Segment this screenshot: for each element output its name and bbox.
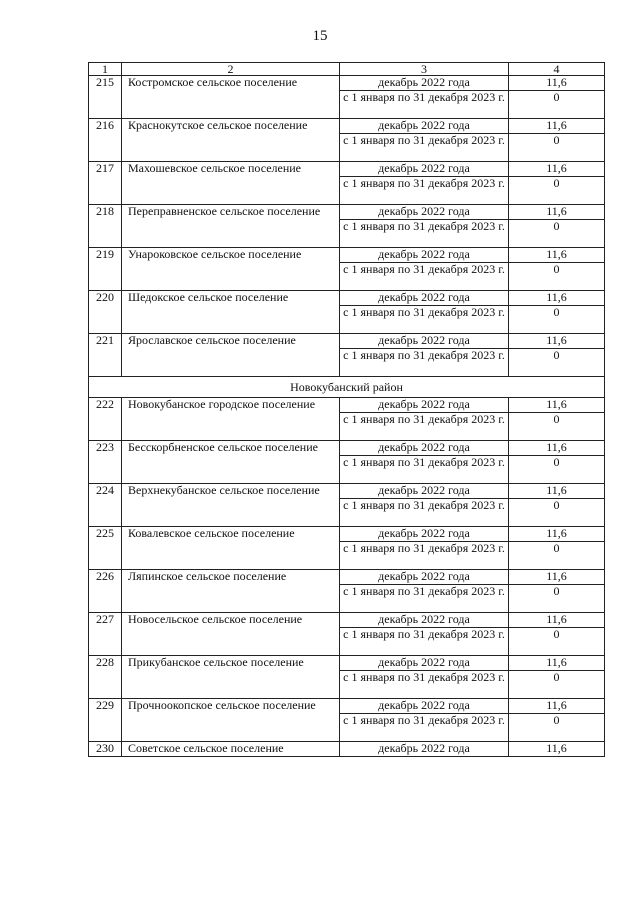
table-row bbox=[89, 527, 605, 542]
table-row bbox=[89, 441, 605, 456]
value-cell: 0 bbox=[509, 134, 605, 162]
period-cell: с 1 января по 31 декабря 2023 г. bbox=[340, 263, 509, 291]
row-number: 227 bbox=[89, 613, 122, 656]
period-cell: с 1 января по 31 декабря 2023 г. bbox=[340, 220, 509, 248]
table-row bbox=[89, 119, 605, 134]
row-number: 230 bbox=[89, 742, 122, 757]
table-row bbox=[89, 742, 605, 757]
period-cell: с 1 января по 31 декабря 2023 г. bbox=[340, 671, 509, 699]
value-cell: 0 bbox=[509, 671, 605, 699]
value-cell: 11,6 bbox=[509, 119, 605, 134]
settlement-name: Прочноокопское сельское поселение bbox=[122, 699, 340, 742]
row-number: 221 bbox=[89, 334, 122, 377]
settlement-name: Новокубанское городское поселение bbox=[122, 398, 340, 441]
settlement-name: Советское сельское поселение bbox=[122, 742, 340, 757]
settlement-name: Ковалевское сельское поселение bbox=[122, 527, 340, 570]
period-cell: с 1 января по 31 декабря 2023 г. bbox=[340, 499, 509, 527]
value-cell: 0 bbox=[509, 306, 605, 334]
period-cell: с 1 января по 31 декабря 2023 г. bbox=[340, 349, 509, 377]
table-row bbox=[89, 76, 605, 91]
period-cell: декабрь 2022 года bbox=[340, 527, 509, 542]
table-row bbox=[89, 205, 605, 220]
value-cell: 11,6 bbox=[509, 742, 605, 757]
row-number: 226 bbox=[89, 570, 122, 613]
value-cell: 11,6 bbox=[509, 334, 605, 349]
row-number: 216 bbox=[89, 119, 122, 162]
row-number: 219 bbox=[89, 248, 122, 291]
value-cell: 11,6 bbox=[509, 398, 605, 413]
settlement-name: Ляпинское сельское поселение bbox=[122, 570, 340, 613]
settlement-name: Бесскорбненское сельское поселение bbox=[122, 441, 340, 484]
row-number: 218 bbox=[89, 205, 122, 248]
period-cell: с 1 января по 31 декабря 2023 г. bbox=[340, 714, 509, 742]
value-cell: 0 bbox=[509, 714, 605, 742]
period-cell: декабрь 2022 года bbox=[340, 76, 509, 91]
period-cell: с 1 января по 31 декабря 2023 г. bbox=[340, 134, 509, 162]
value-cell: 11,6 bbox=[509, 484, 605, 499]
table-row bbox=[89, 613, 605, 628]
table-row bbox=[89, 398, 605, 413]
period-cell: с 1 января по 31 декабря 2023 г. bbox=[340, 91, 509, 119]
period-cell: с 1 января по 31 декабря 2023 г. bbox=[340, 413, 509, 441]
row-number: 229 bbox=[89, 699, 122, 742]
settlement-name: Краснокутское сельское поселение bbox=[122, 119, 340, 162]
tariff-table bbox=[88, 62, 605, 757]
settlement-name: Махошевское сельское поселение bbox=[122, 162, 340, 205]
row-number: 224 bbox=[89, 484, 122, 527]
value-cell: 0 bbox=[509, 456, 605, 484]
value-cell: 0 bbox=[509, 220, 605, 248]
value-cell: 0 bbox=[509, 91, 605, 119]
period-cell: декабрь 2022 года bbox=[340, 699, 509, 714]
value-cell: 0 bbox=[509, 499, 605, 527]
table-row bbox=[89, 484, 605, 499]
value-cell: 11,6 bbox=[509, 570, 605, 585]
table-row bbox=[89, 699, 605, 714]
header-row bbox=[89, 63, 605, 76]
period-cell: декабрь 2022 года bbox=[340, 248, 509, 263]
table-row bbox=[89, 570, 605, 585]
value-cell: 11,6 bbox=[509, 699, 605, 714]
value-cell: 11,6 bbox=[509, 162, 605, 177]
period-cell: с 1 января по 31 декабря 2023 г. bbox=[340, 628, 509, 656]
period-cell: с 1 января по 31 декабря 2023 г. bbox=[340, 585, 509, 613]
value-cell: 11,6 bbox=[509, 527, 605, 542]
settlement-name: Костромское сельское поселение bbox=[122, 76, 340, 119]
period-cell: с 1 января по 31 декабря 2023 г. bbox=[340, 177, 509, 205]
value-cell: 0 bbox=[509, 177, 605, 205]
settlement-name: Унароковское сельское поселение bbox=[122, 248, 340, 291]
header-col-4: 4 bbox=[509, 63, 605, 76]
value-cell: 11,6 bbox=[509, 441, 605, 456]
period-cell: декабрь 2022 года bbox=[340, 205, 509, 220]
settlement-name: Верхнекубанское сельское поселение bbox=[122, 484, 340, 527]
value-cell: 11,6 bbox=[509, 613, 605, 628]
table-row bbox=[89, 334, 605, 349]
period-cell: с 1 января по 31 декабря 2023 г. bbox=[340, 542, 509, 570]
value-cell: 0 bbox=[509, 542, 605, 570]
period-cell: декабрь 2022 года bbox=[340, 291, 509, 306]
settlement-name: Прикубанское сельское поселение bbox=[122, 656, 340, 699]
row-number: 228 bbox=[89, 656, 122, 699]
value-cell: 0 bbox=[509, 585, 605, 613]
table-row bbox=[89, 248, 605, 263]
table-body bbox=[89, 63, 605, 757]
row-number: 225 bbox=[89, 527, 122, 570]
header-col-1: 1 bbox=[89, 63, 122, 76]
district-name: Новокубанский район bbox=[89, 377, 605, 398]
table-row bbox=[89, 162, 605, 177]
header-col-3: 3 bbox=[340, 63, 509, 76]
value-cell: 11,6 bbox=[509, 76, 605, 91]
header-col-2: 2 bbox=[122, 63, 340, 76]
settlement-name: Переправненское сельское поселение bbox=[122, 205, 340, 248]
period-cell: декабрь 2022 года bbox=[340, 162, 509, 177]
value-cell: 0 bbox=[509, 263, 605, 291]
period-cell: декабрь 2022 года bbox=[340, 570, 509, 585]
value-cell: 0 bbox=[509, 413, 605, 441]
period-cell: с 1 января по 31 декабря 2023 г. bbox=[340, 456, 509, 484]
period-cell: декабрь 2022 года bbox=[340, 742, 509, 757]
value-cell: 0 bbox=[509, 628, 605, 656]
district-row bbox=[89, 377, 605, 398]
period-cell: декабрь 2022 года bbox=[340, 398, 509, 413]
table-row bbox=[89, 291, 605, 306]
value-cell: 11,6 bbox=[509, 205, 605, 220]
row-number: 223 bbox=[89, 441, 122, 484]
period-cell: декабрь 2022 года bbox=[340, 656, 509, 671]
value-cell: 11,6 bbox=[509, 248, 605, 263]
period-cell: декабрь 2022 года bbox=[340, 119, 509, 134]
value-cell: 11,6 bbox=[509, 656, 605, 671]
period-cell: декабрь 2022 года bbox=[340, 484, 509, 499]
page-number: 15 bbox=[312, 28, 328, 44]
settlement-name: Новосельское сельское поселение bbox=[122, 613, 340, 656]
table-row bbox=[89, 656, 605, 671]
period-cell: с 1 января по 31 декабря 2023 г. bbox=[340, 306, 509, 334]
value-cell: 0 bbox=[509, 349, 605, 377]
period-cell: декабрь 2022 года bbox=[340, 441, 509, 456]
row-number: 215 bbox=[89, 76, 122, 119]
row-number: 222 bbox=[89, 398, 122, 441]
value-cell: 11,6 bbox=[509, 291, 605, 306]
period-cell: декабрь 2022 года bbox=[340, 613, 509, 628]
settlement-name: Шедокское сельское поселение bbox=[122, 291, 340, 334]
settlement-name: Ярославское сельское поселение bbox=[122, 334, 340, 377]
row-number: 220 bbox=[89, 291, 122, 334]
period-cell: декабрь 2022 года bbox=[340, 334, 509, 349]
row-number: 217 bbox=[89, 162, 122, 205]
